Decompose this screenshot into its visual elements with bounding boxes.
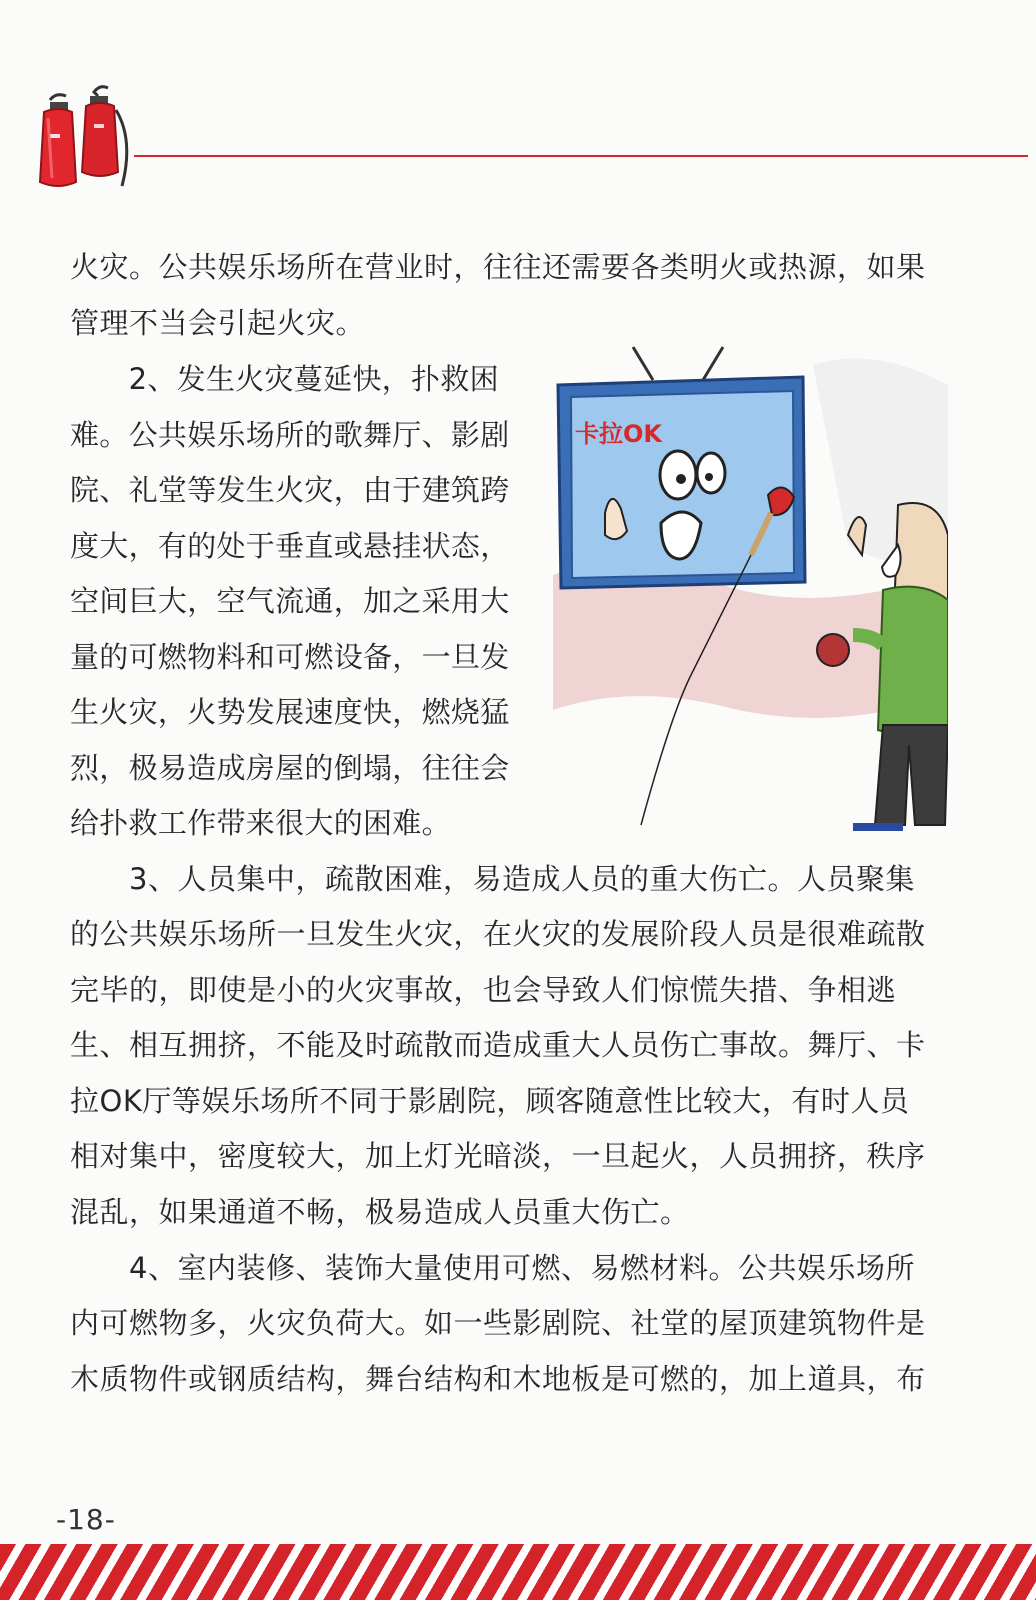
- body-line: 3、人员集中，疏散困难，易造成人员的重大伤亡。人员聚集: [70, 862, 915, 896]
- body-line: 2、发生火灾蔓延快，扑救困: [70, 362, 499, 396]
- body-line: 烈，极易造成房屋的倒塌，往往会: [70, 751, 510, 785]
- body-line: 火灾。公共娱乐场所在营业时，往往还需要各类明火或热源，如果: [70, 250, 926, 284]
- tambourine: [817, 634, 849, 666]
- body-line: 4、室内装修、装饰大量使用可燃、易燃材料。公共娱乐场所: [70, 1251, 915, 1285]
- tv-screen-text: 卡拉OK: [575, 420, 662, 448]
- body-line: 管理不当会引起火灾。: [70, 306, 366, 340]
- body-line: 生火灾，火势发展速度快，燃烧猛: [70, 695, 510, 729]
- tv-antenna-left: [633, 347, 653, 380]
- extinguisher-back: [82, 87, 127, 186]
- karaoke-illustration: [553, 345, 948, 833]
- body-line: 生、相互拥挤，不能及时疏散而造成重大人员伤亡事故。舞厅、卡: [70, 1028, 926, 1062]
- footer-stripe-band: [0, 1544, 1036, 1600]
- tv-pupil-left: [676, 474, 686, 484]
- tv-pupil-right: [705, 473, 713, 481]
- body-line: 混乱，如果通道不畅，极易造成人员重大伤亡。: [70, 1195, 690, 1229]
- extinguisher-front: [40, 95, 76, 186]
- body-line: 量的可燃物料和可燃设备，一旦发: [70, 640, 510, 674]
- body-line: 度大，有的处于垂直或悬挂状态，: [70, 529, 510, 563]
- body-line: 相对集中，密度较大，加上灯光暗淡，一旦起火，人员拥挤，秩序: [70, 1139, 926, 1173]
- person-pants: [875, 725, 948, 825]
- fire-extinguisher-icon: [36, 82, 136, 194]
- page-number: -18-: [56, 1503, 116, 1536]
- body-line: 给扑救工作带来很大的困难。: [70, 806, 451, 840]
- body-line: 完毕的，即使是小的火灾事故，也会导致人们惊慌失措、争相逃: [70, 973, 897, 1007]
- tv-antenna-right: [703, 347, 723, 380]
- body-line: 空间巨大，空气流通，加之采用大: [70, 584, 510, 618]
- body-line: 的公共娱乐场所一旦发生火灾，在火灾的发展阶段人员是很难疏散: [70, 917, 926, 951]
- body-line: 内可燃物多，火灾负荷大。如一些影剧院、社堂的屋顶建筑物件是: [70, 1306, 926, 1340]
- body-line: 院、礼堂等发生火灾，由于建筑跨: [70, 473, 510, 507]
- body-line: 木质物件或钢质结构，舞台结构和木地板是可燃的，加上道具，布: [70, 1362, 926, 1396]
- body-line: 拉OK厅等娱乐场所不同于影剧院，顾客随意性比较大，有时人员: [70, 1084, 910, 1118]
- body-line: 难。公共娱乐场所的歌舞厅、影剧: [70, 418, 510, 452]
- tv-eye-right: [697, 453, 725, 493]
- person-shirt: [878, 587, 948, 735]
- header-rule: [134, 155, 1028, 157]
- person-shoe: [853, 823, 903, 831]
